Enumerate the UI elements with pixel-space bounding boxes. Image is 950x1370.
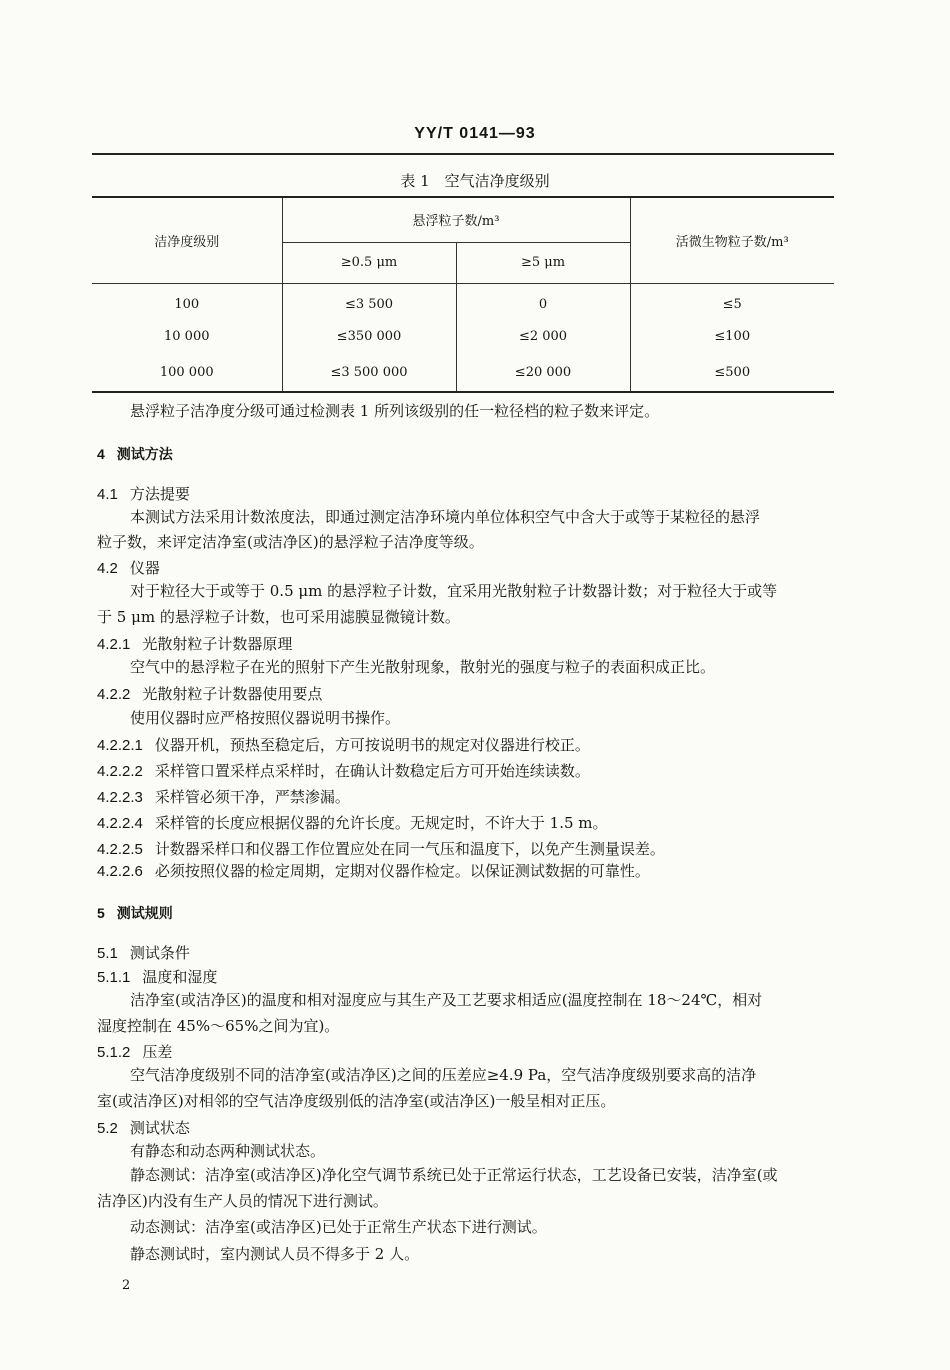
cell-p5: ≤2 000: [456, 318, 630, 354]
section-number: 5.2: [97, 1120, 118, 1137]
item-text: 计数器采样口和仪器工作位置应处在同一气压和温度下，以免产生测量误差。: [154, 840, 665, 858]
item-number: 4.2.2.4: [97, 815, 143, 832]
paragraph-line: 有静态和动态两种测试状态。: [130, 1142, 326, 1160]
section-number: 4.2.1: [97, 636, 131, 653]
section-title: 测试状态: [129, 1119, 190, 1137]
col-header-ge5: ≥5 μm: [456, 242, 630, 283]
section-5-1-heading: [97, 942, 190, 965]
paragraph-line: 静态测试：洁净室(或洁净区)净化空气调节系统已处于正常运行状态，工艺设备已安装，洁净室(或: [130, 1166, 778, 1184]
col-header-ge05: ≥0.5 μm: [282, 242, 456, 283]
item-number: 4.2.2.3: [97, 789, 143, 806]
section-number: 5.1.2: [97, 1044, 131, 1061]
paragraph-line: 于 5 μm 的悬浮粒子计数，也可采用滤膜显微镜计数。: [97, 608, 460, 626]
cell-p05: ≤3 500 000: [282, 354, 456, 392]
standard-code: YY/T 0141—93: [414, 125, 536, 142]
section-title: 压差: [142, 1043, 173, 1061]
header-rule: [92, 153, 834, 155]
cell-grade: 100: [92, 283, 282, 318]
paragraph-line: 空气中的悬浮粒子在光的照射下产生光散射现象，散射光的强度与粒子的表面积成正比。: [130, 658, 716, 676]
list-item: [97, 838, 665, 861]
list-item: [97, 760, 590, 783]
cell-p5: ≤20 000: [456, 354, 630, 392]
section-number: 5.1.1: [97, 969, 131, 986]
section-title: 光散射粒子计数器使用要点: [142, 685, 323, 703]
item-text: 采样管必须干净，严禁渗漏。: [154, 788, 350, 806]
list-item: [97, 812, 608, 835]
paragraph-line: 静态测试时，室内测试人员不得多于 2 人。: [130, 1245, 420, 1263]
item-text: 采样管的长度应根据仪器的允许长度。无规定时，不许大于 1.5 m。: [154, 814, 608, 832]
table-row: [92, 318, 834, 354]
paragraph-line: 粒子数，来评定洁净室(或洁净区)的悬浮粒子洁净度等级。: [97, 533, 484, 551]
col-header-grade: 洁净度级别: [92, 197, 282, 283]
item-number: 4.2.2.1: [97, 737, 143, 754]
table-row: [92, 354, 834, 392]
cell-microbe: ≤100: [714, 328, 751, 344]
section-number: 5.1: [97, 945, 118, 962]
page-number: 2: [122, 1278, 131, 1293]
section-5-heading: [97, 902, 173, 925]
section-4-2-2-heading: [97, 683, 322, 706]
list-item: [97, 786, 350, 809]
item-number: 4.2.2.5: [97, 841, 143, 858]
section-title: 温度和湿度: [142, 968, 218, 986]
paragraph-line: 湿度控制在 45%～65%之间为宜)。: [97, 1017, 340, 1035]
paragraph-line: 室(或洁净区)对相邻的空气洁净度级别低的洁净室(或洁净区)一般呈相对正压。: [97, 1092, 616, 1110]
section-number: 4: [97, 446, 105, 462]
section-number: 4.2: [97, 560, 118, 577]
list-item: [97, 734, 590, 757]
col-header-particles: 悬浮粒子数/m³: [282, 197, 630, 242]
section-5-2-heading: [97, 1117, 190, 1140]
item-text: 必须按照仪器的检定周期，定期对仪器作检定。以保证测试数据的可靠性。: [154, 862, 650, 880]
section-number: 4.2.2: [97, 686, 131, 703]
list-item: [97, 860, 650, 883]
cell-p05: ≤350 000: [282, 318, 456, 354]
cell-p5: 0: [456, 283, 630, 318]
cell-grade: 10 000: [92, 318, 282, 354]
paragraph-line: 对于粒径大于或等于 0.5 μm 的悬浮粒子计数，宜采用光散射粒子计数器计数；对于粒径大于或等: [130, 582, 778, 600]
item-number: 4.2.2.2: [97, 763, 143, 780]
section-4-1-heading: [97, 483, 190, 506]
item-number: 4.2.2.6: [97, 863, 143, 880]
item-text: 仪器开机，预热至稳定后，方可按说明书的规定对仪器进行校正。: [154, 736, 590, 754]
paragraph-line: 洁净区)内没有生产人员的情况下进行测试。: [97, 1192, 388, 1210]
table-note: 悬浮粒子洁净度分级可通过检测表 1 所列该级别的任一粒径档的粒子数来评定。: [130, 402, 660, 420]
paragraph-line: 本测试方法采用计数浓度法，即通过测定洁净环境内单位体积空气中含大于或等于某粒径的悬浮: [130, 508, 761, 526]
table-caption: 表 1 空气洁净度级别: [400, 172, 550, 190]
cell-microbe: ≤5: [722, 297, 742, 313]
section-number: 5: [97, 905, 105, 921]
section-title: 测试规则: [116, 906, 173, 922]
section-number: 4.1: [97, 486, 118, 503]
section-4-2-1-heading: [97, 633, 292, 656]
table-row: [92, 283, 834, 318]
cleanliness-grade-table: [92, 196, 834, 393]
section-4-2-heading: [97, 557, 160, 580]
cell-microbe: ≤500: [630, 354, 834, 392]
section-title: 测试方法: [116, 447, 173, 463]
cell-grade: 100 000: [92, 354, 282, 392]
item-text: 采样管口置采样点采样时，在确认计数稳定后方可开始连续读数。: [154, 762, 590, 780]
section-title: 仪器: [129, 559, 160, 577]
section-title: 方法提要: [129, 485, 190, 503]
section-title: 光散射粒子计数器原理: [142, 635, 293, 653]
paragraph-line: 空气洁净度级别不同的洁净室(或洁净区)之间的压差应≥4.9 Pa，空气洁净度级别要求高的洁净: [130, 1066, 757, 1084]
section-5-1-2-heading: [97, 1041, 172, 1064]
cell-p05: ≤3 500: [282, 283, 456, 318]
col-header-microbe: 活微生物粒子数/m³: [630, 197, 834, 283]
paragraph-line: 使用仪器时应严格按照仪器说明书操作。: [130, 709, 401, 727]
section-4-heading: [97, 443, 173, 466]
paragraph-line: 洁净室(或洁净区)的温度和相对湿度应与其生产及工艺要求相适应(温度控制在 18～24℃，相对: [130, 991, 763, 1009]
section-5-1-1-heading: [97, 966, 217, 989]
paragraph-line: 动态测试：洁净室(或洁净区)已处于正常生产状态下进行测试。: [130, 1218, 547, 1236]
section-title: 测试条件: [129, 944, 190, 962]
